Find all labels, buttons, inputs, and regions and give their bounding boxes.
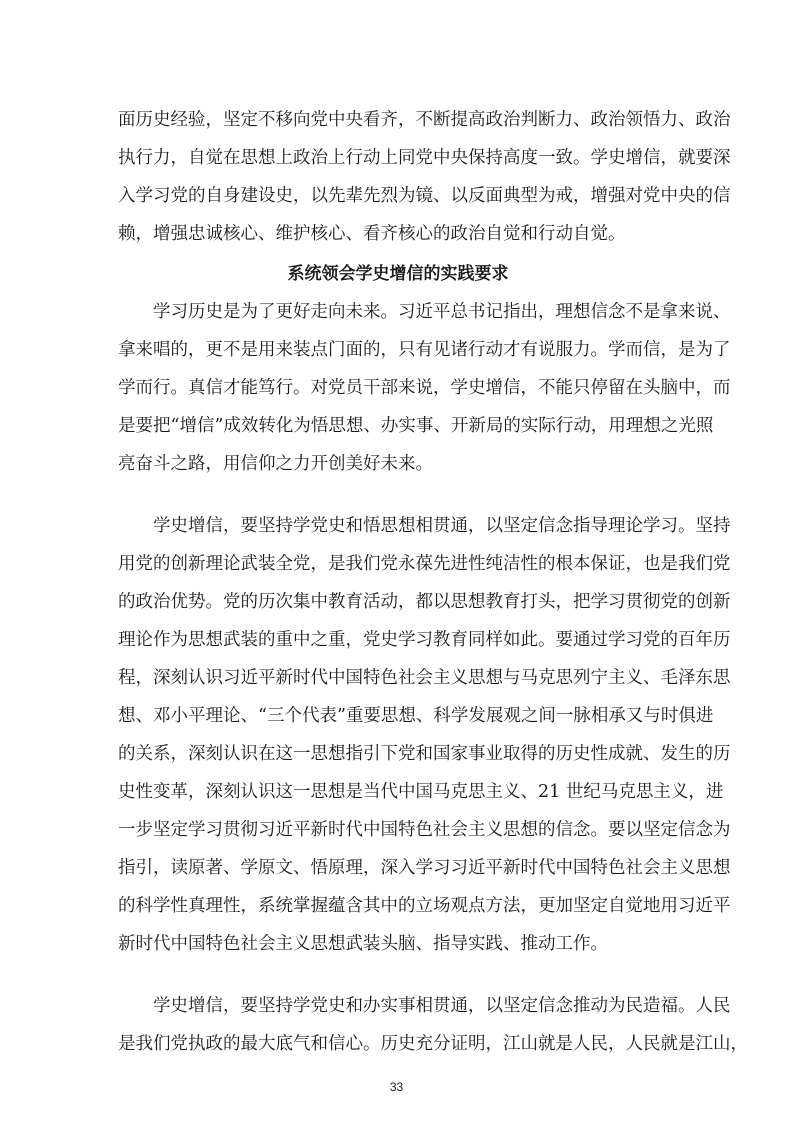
text-line: 想、邓小平理论、“三个代表”重要思想、科学发展观之间一脉相承又与时俱进 — [118, 706, 714, 726]
text-line: 是要把“增信”成效转化为悟思想、办实事、开新局的实际行动，用理想之光照 — [118, 416, 714, 436]
text-line: 的科学性真理性，系统掌握蕴含其中的立场观点方法，更加坚定自觉地用习近平 — [118, 896, 731, 916]
text-line: 一步坚定学习贯彻习近平新时代中国特色社会主义思想的信念。要以坚定信念为 — [118, 820, 731, 840]
section-heading: 系统领会学史增信的实践要求 — [287, 264, 509, 284]
text-line: 拿来唱的，更不是用来装点门面的，只有见诸行动才有说服力。学而信，是为了 — [118, 340, 731, 360]
text-line: 是我们党执政的最大底气和信心。历史充分证明，江山就是人民，人民就是江山， — [118, 1034, 748, 1054]
text-line: 指引，读原著、学原文、悟原理，深入学习习近平新时代中国特色社会主义思想 — [118, 858, 731, 878]
text-line: 学史增信，要坚持学党史和办实事相贯通，以坚定信念推动为民造福。人民 — [118, 996, 731, 1016]
text-line: 面历史经验，坚定不移向党中央看齐，不断提高政治判断力、政治领悟力、政治 — [118, 110, 731, 130]
text-line: 学习历史是为了更好走向未来。习近平总书记指出，理想信念不是拿来说、 — [118, 302, 731, 322]
text-line: 的政治优势。党的历次集中教育活动，都以思想教育打头，把学习贯彻党的创新 — [118, 592, 731, 612]
text-line: 理论作为思想武装的重中之重，党史学习教育同样如此。要通过学习党的百年历 — [118, 630, 731, 650]
text-line: 史性变革，深刻认识这一思想是当代中国马克思主义、21 世纪马克思主义，进 — [118, 782, 724, 802]
text-line: 入学习党的自身建设史，以先辈先烈为镜、以反面典型为戒，增强对党中央的信 — [118, 186, 731, 206]
page-number: 33 — [389, 1080, 404, 1094]
text-line: 的关系，深刻认识在这一思想指引下党和国家事业取得的历史性成就、发生的历 — [118, 744, 731, 764]
text-line: 用党的创新理论武装全党，是我们党永葆先进性纯洁性的根本保证，也是我们党 — [118, 554, 731, 574]
text-line: 赖，增强忠诚核心、维护核心、看齐核心的政治自觉和行动自觉。 — [118, 224, 626, 244]
text-line: 执行力，自觉在思想上政治上行动上同党中央保持高度一致。学史增信，就要深 — [118, 148, 731, 168]
text-line: 新时代中国特色社会主义思想武装头脑、指导实践、推动工作。 — [118, 934, 608, 954]
text-line: 亮奋斗之路，用信仰之力开创美好未来。 — [118, 454, 433, 474]
text-line: 学而行。真信才能笃行。对党员干部来说，学史增信，不能只停留在头脑中，而 — [118, 378, 731, 398]
text-line: 学史增信，要坚持学党史和悟思想相贯通，以坚定信念指导理论学习。坚持 — [118, 516, 731, 536]
text-line: 程，深刻认识习近平新时代中国特色社会主义思想与马克思列宁主义、毛泽东思 — [118, 668, 731, 688]
